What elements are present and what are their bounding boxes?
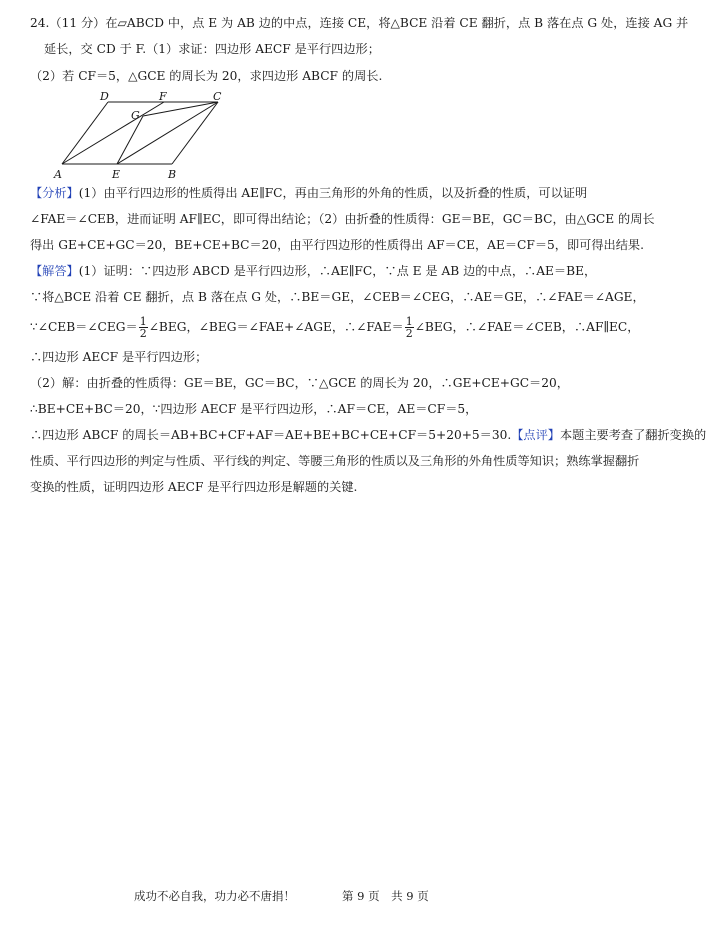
solution-line-2: ∵将△BCE 沿着 CE 翻折，点 B 落在点 G 处，∴BE＝GE，∠CEB＝∠CEG，∴AE＝GE，∴∠FAE＝∠AGE， (30, 290, 645, 304)
fraction-half-1 (139, 316, 148, 339)
analysis-line-2: ∠FAE＝∠CEB，进而证明 AF∥EC，即可得出结论；（2）由折叠的性质得：GE＝BE，GC＝BC，由△GCE 的周长 (30, 212, 655, 226)
fraction-numerator: 1 (405, 315, 413, 328)
footer-motto: 成功不必自我，功力必不唐捐！ (134, 889, 295, 903)
solution-line-7 (30, 426, 706, 444)
solution-line-3 (30, 316, 639, 339)
solution-text-7a: ∴四边形 ABCF 的周长＝AB+BC+CF+AF＝AE+BE+BC+CE+CF＝5+20+5＝30. (30, 428, 512, 442)
solution-line-1 (30, 262, 596, 280)
fraction-denominator: 2 (405, 327, 413, 340)
fraction-numerator: 1 (139, 315, 147, 328)
problem-line-1: 24.（11 分）在▱ABCD 中，点 E 为 AB 边的中点，连接 CE，将△BCE 沿着 CE 翻折，点 B 落在点 G 处，连接 AG 并 (30, 16, 689, 30)
solution-text-3b: ∠BEG，∠BEG＝∠FAE+∠AGE，∴∠FAE＝ (148, 320, 404, 334)
solution-line-4: ∴四边形 AECF 是平行四边形； (30, 350, 208, 364)
problem-line-2: 延长，交 CD 于 F.（1）求证：四边形 AECF 是平行四边形； (44, 42, 380, 56)
analysis-text-1: (1）由平行四边形的性质得出 AE∥FC，再由三角形的外角的性质，以及折叠的性质，可以证明 (78, 186, 588, 200)
solution-tag: 【解答】 (30, 264, 79, 278)
fraction-half-2 (405, 316, 414, 339)
solution-text-1: (1）证明：∵四边形 ABCD 是平行四边形，∴AE∥FC，∵点 E 是 AB 边的中点，∴AE＝BE， (78, 264, 597, 278)
solution-text-3a: ∵∠CEB＝∠CEG＝ (30, 320, 138, 334)
label-a: A (54, 168, 62, 181)
label-b: B (168, 168, 177, 181)
edge-ad (62, 102, 108, 164)
comment-tag: 【点评】 (511, 428, 560, 442)
problem-line-3: （2）若 CF＝5，△GCE 的周长为 20，求四边形 ABCF 的周长. (30, 69, 383, 83)
fraction-denominator: 2 (139, 327, 147, 340)
label-e: E (112, 168, 121, 181)
solution-text-7b: 本题主要考查了翻折变换的 (560, 428, 706, 442)
solution-line-9: 变换的性质，证明四边形 AECF 是平行四边形是解题的关键. (30, 480, 358, 494)
parallelogram-figure (50, 92, 240, 180)
label-c: C (213, 90, 222, 103)
analysis-line-3: 得出 GE+CE+GC＝20，BE+CE+BC＝20，由平行四边形的性质得出 AF＝CE，AE＝CF＝5，即可得出结果. (30, 238, 644, 252)
label-f: F (159, 90, 167, 103)
solution-line-8: 性质、平行四边形的判定与性质、平行线的判定、等腰三角形的性质以及三角形的外角性质等知识；熟练掌握翻折 (30, 454, 640, 468)
segment-af (62, 102, 164, 164)
solution-line-6: ∴BE+CE+BC＝20，∵四边形 AECF 是平行四边形，∴AF＝CE，AE＝CF＝5， (30, 402, 478, 416)
label-g: G (131, 109, 140, 122)
edge-cb (172, 102, 218, 164)
solution-line-5: （2）解：由折叠的性质得：GE＝BE，GC＝BC，∵△GCE 的周长为 20，∴GE+CE+GC＝20， (30, 376, 569, 390)
analysis-line-1 (30, 184, 587, 202)
solution-text-3c: ∠BEG，∴∠FAE＝∠CEB，∴AF∥EC， (414, 320, 640, 334)
footer-page-number: 第 9 页 共 9 页 (342, 889, 429, 903)
analysis-tag: 【分析】 (30, 186, 79, 200)
label-d: D (100, 90, 109, 103)
